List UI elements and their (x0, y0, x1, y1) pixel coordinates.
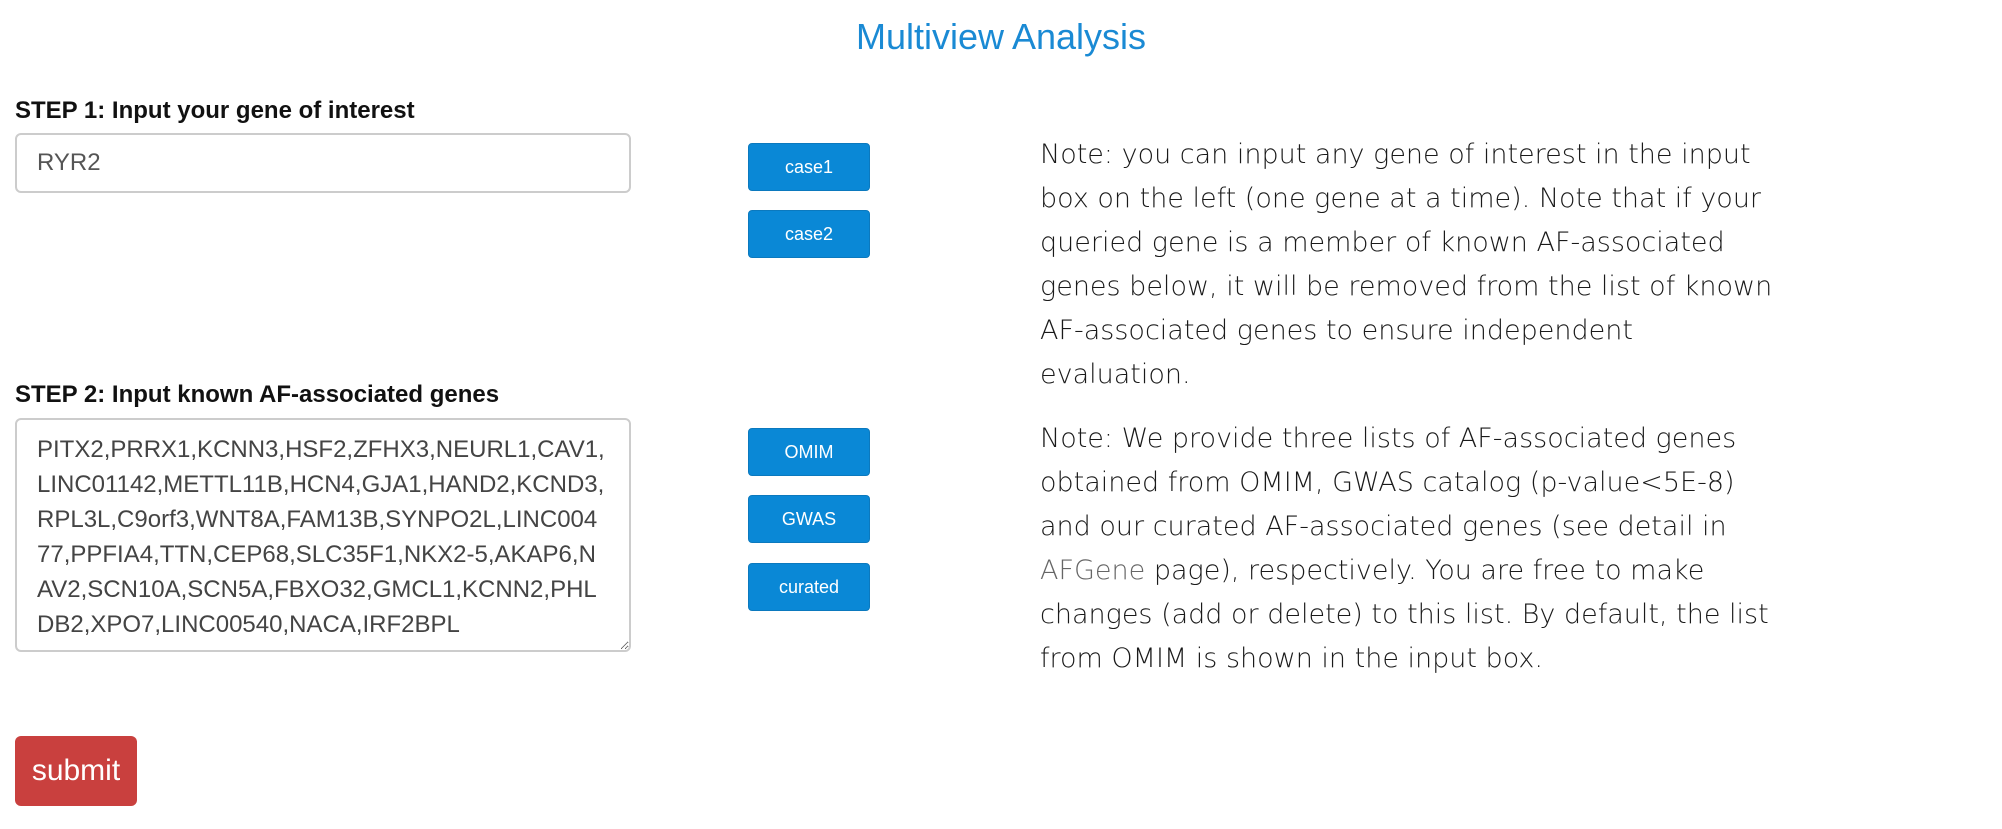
step1-note: Note: you can input any gene of interest in the input box on the left (one gene at a time). Note that if your queried gene is a member of known AF-associated genes below, it will be removed from the list of known AF-associated genes to ensure independent evaluation. (1040, 139, 1773, 390)
gene-of-interest-input[interactable] (15, 133, 631, 193)
curated-button[interactable]: curated (748, 563, 870, 611)
step2-label: STEP 2: Input known AF-associated genes (15, 381, 500, 408)
step2-note-text-end: page), respectively. You are free to make changes (add or delete) to this list. By default, the list from OMIM is shown in the input box. (1040, 555, 1769, 674)
gwas-button[interactable]: GWAS (748, 495, 870, 543)
submit-button[interactable]: submit (15, 736, 137, 806)
case1-button[interactable]: case1 (748, 143, 870, 191)
known-genes-textarea[interactable] (15, 418, 631, 652)
case2-button[interactable]: case2 (748, 210, 870, 258)
step2-note-text-start: Note: We provide three lists of AF-associated genes obtained from OMIM, GWAS catalog (p-value<5E-8) and our curated AF-associated genes (see detail in (1040, 423, 1737, 542)
omim-button[interactable]: OMIM (748, 428, 870, 476)
afgene-link[interactable]: AFGene (1040, 555, 1146, 586)
page-title: Multiview Analysis (855, 16, 1147, 57)
step1-label: STEP 1: Input your gene of interest (15, 97, 415, 124)
step2-note (1040, 417, 1780, 681)
